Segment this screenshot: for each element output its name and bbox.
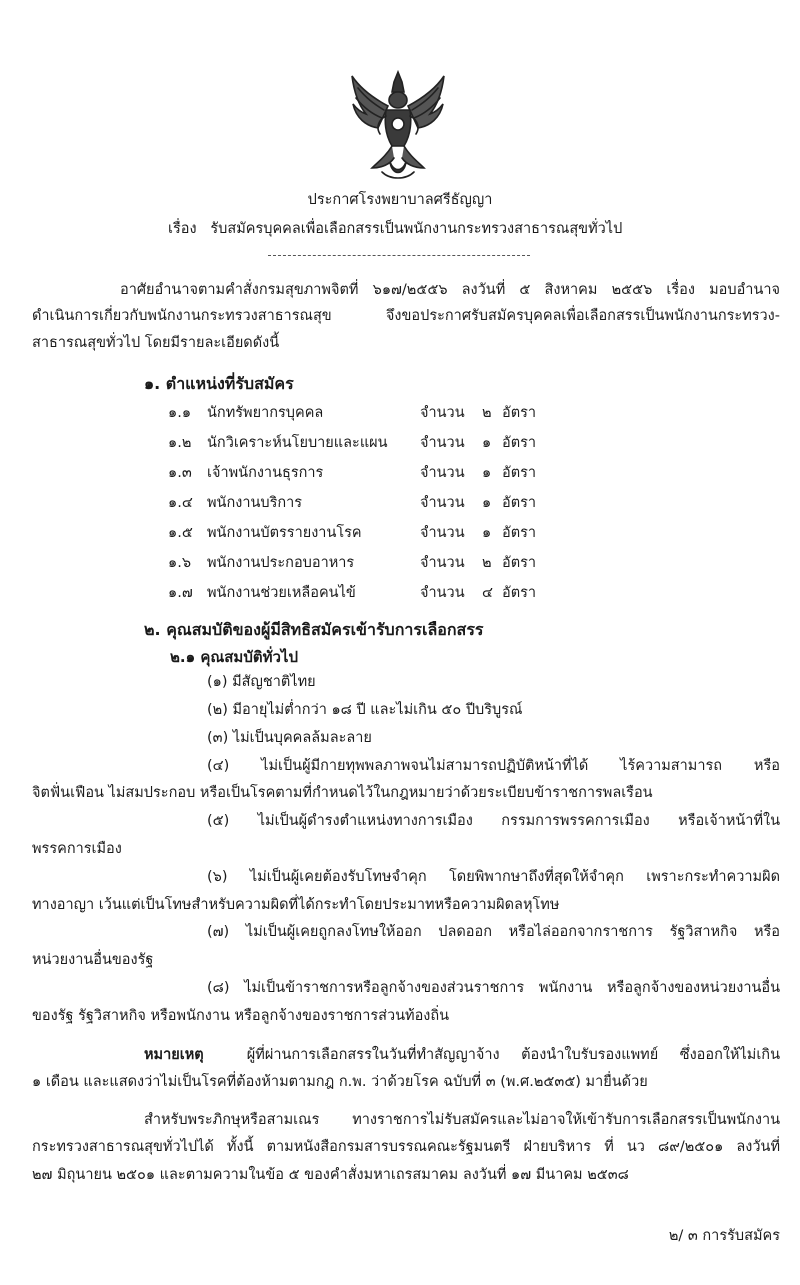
position-qty-label: จำนวน: [420, 525, 465, 541]
position-qty: ๑: [482, 435, 492, 451]
monk-line-1: สำหรับพระภิกษุหรือสามเณร ทางราชการไม่รับสมัครและไม่อาจให้เข้ารับการเลือกสรรเป็นพนักงาน: [144, 1112, 780, 1128]
qualification-8-line-2: ของรัฐ รัฐวิสาหกิจ หรือพนักงาน หรือลูกจ้างของราชการส่วนท้องถิ่น: [32, 1008, 450, 1024]
subject-label: เรื่อง: [168, 221, 197, 237]
qualification-8-line-1: (๘) ไม่เป็นข้าราชการหรือลูกจ้างของส่วนราชการ พนักงาน หรือลูกจ้างของหน่วยงานอื่น: [207, 980, 780, 996]
intro-line-1: อาศัยอำนาจตามคำสั่งกรมสุขภาพจิตที่ ๖๑๗/๒๕๕๖ ลงวันที่ ๕ สิงหาคม ๒๕๕๖ เรื่อง มอบอำนาจ: [120, 282, 780, 298]
qualification-2: (๒) มีอายุไม่ต่ำกว่า ๑๘ ปี และไม่เกิน ๕๐ ปีบริบูรณ์: [207, 702, 523, 718]
garuda-emblem-icon: [348, 68, 448, 183]
note-label: หมายเหตุ: [144, 1047, 204, 1063]
subject-line: [168, 219, 622, 239]
position-qty-label: จำนวน: [420, 495, 465, 511]
qualification-3: (๓) ไม่เป็นบุคคลล้มละลาย: [207, 730, 372, 746]
position-no: ๑.๑: [168, 405, 192, 421]
position-qty-label: จำนวน: [420, 435, 465, 451]
qualification-7-line-2: หน่วยงานอื่นของรัฐ: [32, 952, 154, 968]
qualification-4-line-1: (๔) ไม่เป็นผู้มีกายทุพพลภาพจนไม่สามารถปฏิบัติหน้าที่ได้ ไร้ความสามารถ หรือ: [207, 758, 780, 774]
note-line-2: ๑ เดือน และแสดงว่าไม่เป็นโรคที่ต้องห้ามตามกฎ ก.พ. ว่าด้วยโรค ฉบับที่ ๓ (พ.ศ.๒๕๓๕) มายื่นด้วย: [32, 1074, 648, 1090]
position-qty-label: จำนวน: [420, 585, 465, 601]
intro-line-2: ดำเนินการเกี่ยวกับพนักงานกระทรวงสาธารณสุข จึงขอประกาศรับสมัครบุคคลเพื่อเลือกสรรเป็นพนักงานกระทรวง-: [32, 308, 780, 324]
note-line-1: [144, 1045, 780, 1065]
subject-text: รับสมัครบุคคลเพื่อเลือกสรรเป็นพนักงานกระทรวงสาธารณสุขทั่วไป: [210, 221, 623, 237]
position-unit: อัตรา: [502, 555, 537, 571]
position-unit: อัตรา: [502, 405, 537, 421]
note-text: ผู้ที่ผ่านการเลือกสรรในวันที่ทำสัญญาจ้าง ต้องนำใบรับรองแพทย์ ซึ่งออกให้ไม่เกิน: [246, 1047, 780, 1063]
qualification-6-line-2: ทางอาญา เว้นแต่เป็นโทษสำหรับความผิดที่ได้กระทำโดยประมาทหรือความผิดลหุโทษ: [32, 897, 560, 913]
qualification-5-line-1: (๕) ไม่เป็นผู้ดำรงตำแหน่งทางการเมือง กรรมการพรรคการเมือง หรือเจ้าหน้าที่ใน: [207, 813, 780, 829]
qualification-1: (๑) มีสัญชาติไทย: [207, 674, 316, 690]
position-name: พนักงานประกอบอาหาร: [207, 555, 355, 571]
position-unit: อัตรา: [502, 585, 537, 601]
position-name: พนักงานช่วยเหลือคนไข้: [207, 585, 356, 601]
position-no: ๑.๓: [168, 465, 192, 481]
section-1-title: ๑. ตำแหน่งที่รับสมัคร: [144, 374, 294, 393]
position-unit: อัตรา: [502, 465, 537, 481]
position-unit: อัตรา: [502, 525, 537, 541]
position-qty-label: จำนวน: [420, 555, 465, 571]
qualification-6-line-1: (๖) ไม่เป็นผู้เคยต้องรับโทษจำคุก โดยพิพากษาถึงที่สุดให้จำคุก เพราะกระทำความผิด: [207, 869, 780, 885]
monk-line-3: ๒๗ มิถุนายน ๒๕๐๑ และตามความในข้อ ๕ ของคำสั่งมหาเถรสมาคม ลงวันที่ ๑๗ มีนาคม ๒๕๓๘: [32, 1167, 629, 1183]
position-no: ๑.๖: [168, 555, 192, 571]
position-qty-label: จำนวน: [420, 465, 465, 481]
qualification-4-line-2: จิตฟั่นเฟือน ไม่สมประกอบ หรือเป็นโรคตามที่กำหนดไว้ในกฎหมายว่าด้วยระเบียบข้าราชการพลเรือน: [32, 785, 653, 801]
position-unit: อัตรา: [502, 435, 537, 451]
qualification-7-line-1: (๗) ไม่เป็นผู้เคยถูกลงโทษให้ออก ปลดออก หรือไล่ออกจากราชการ รัฐวิสาหกิจ หรือ: [207, 924, 780, 940]
position-qty: ๑: [482, 465, 492, 481]
position-name: นักวิเคราะห์นโยบายและแผน: [207, 435, 388, 451]
position-qty-label: จำนวน: [420, 405, 465, 421]
section-2-title: ๒. คุณสมบัติของผู้มีสิทธิสมัครเข้ารับการเลือกสรร: [144, 620, 484, 639]
section-2-1-title: ๒.๑ คุณสมบัติทั่วไป: [170, 648, 298, 666]
position-qty: ๑: [482, 495, 492, 511]
position-name: นักทรัพยากรบุคคล: [207, 405, 324, 421]
position-qty: ๔: [482, 585, 493, 601]
position-no: ๑.๔: [168, 495, 193, 511]
position-name: พนักงานบัตรรายงานโรค: [207, 525, 362, 541]
position-no: ๑.๕: [168, 525, 193, 541]
position-name: พนักงานบริการ: [207, 495, 303, 511]
monk-line-2: กระทรวงสาธารณสุขทั่วไปได้ ทั้งนี้ ตามหนังสือกรมสารบรรณคณะรัฐมนตรี ฝ่ายบริหาร ที่ นว ๘๙/๒๕๐๑ ลงวันที่: [32, 1139, 780, 1155]
position-no: ๑.๒: [168, 435, 192, 451]
header-divider: [268, 255, 530, 256]
position-qty: ๒: [482, 555, 492, 571]
position-unit: อัตรา: [502, 495, 537, 511]
announcement-title: ประกาศโรงพยาบาลศรีธัญญา: [307, 192, 493, 208]
position-qty: ๑: [482, 525, 492, 541]
qualification-5-line-2: พรรคการเมือง: [32, 841, 122, 857]
intro-line-3: สาธารณสุขทั่วไป โดยมีรายละเอียดดังนี้: [32, 335, 280, 351]
position-name: เจ้าพนักงานธุรการ: [207, 465, 324, 481]
position-no: ๑.๗: [168, 585, 193, 601]
position-qty: ๒: [482, 405, 492, 421]
page-continuation: ๒/ ๓ การรับสมัคร: [668, 1228, 780, 1244]
